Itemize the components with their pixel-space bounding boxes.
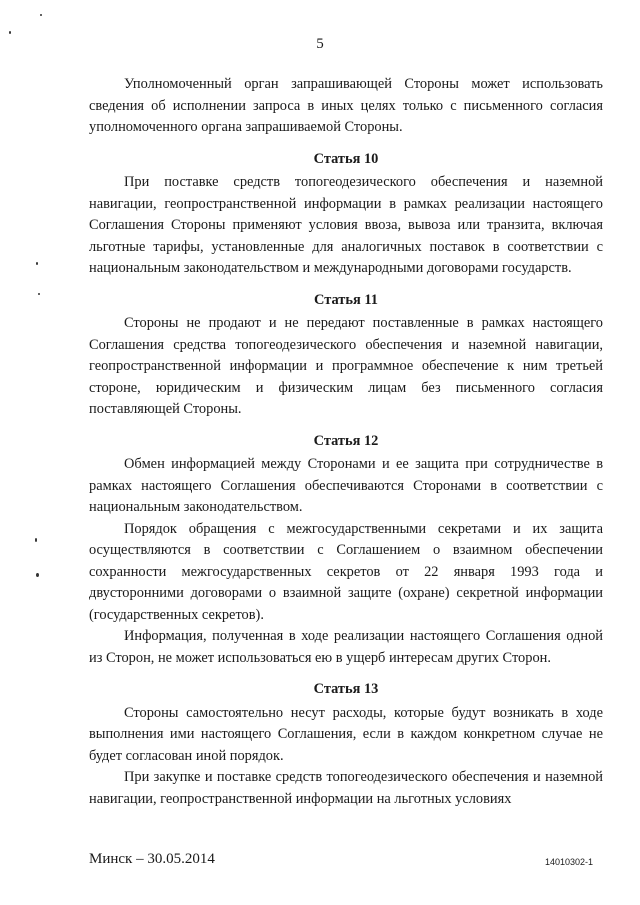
article-heading: Статья 10 xyxy=(313,150,379,167)
scan-speck xyxy=(9,31,11,34)
section-article-10 xyxy=(89,139,603,280)
article-heading: Статья 11 xyxy=(314,291,378,308)
scan-speck xyxy=(40,14,42,16)
footer-doc-code: 14010302-1 xyxy=(545,857,594,867)
section-intro xyxy=(89,74,603,139)
section-article-13 xyxy=(89,669,603,810)
paragraph: Информация, полученная в ходе реализации настоящего Соглашения одной из Сторон, не может использоваться ею в ущерб интересам других Сторон. xyxy=(89,628,603,666)
scan-speck xyxy=(38,293,40,295)
section-article-12 xyxy=(89,421,603,670)
paragraph: Стороны не продают и не передают поставленные в рамках настоящего Соглашения средства топогеодезического обеспечения и наземной навигации, геопространственной информации и программное обеспечение к ним третьей стороне, юридическим и физическим лицам без письменного согласия поставляющей Стороны. xyxy=(89,315,603,417)
paragraph: Порядок обращения с межгосударственными секретами и их защита осуществляются в соответствии с Соглашением о взаимном обеспечении сохранности межгосударственных секретов от 22 января 1993 года и двусторонними договорами о взаимной защите (охране) секретной информации (государственных секретов). xyxy=(89,520,603,623)
page-number: 5 xyxy=(316,36,324,52)
paragraph: Обмен информацией между Сторонами и ее защита при сотрудничестве в рамках настоящего Соглашения обеспечиваются Сторонами в соответствии с национальным законодательством. xyxy=(89,456,603,515)
paragraph: Стороны самостоятельно несут расходы, которые будут возникать в ходе выполнения ими настоящего Соглашения, если в каждом конкретном случае не будет согласован иной порядок. xyxy=(89,704,603,764)
scan-speck xyxy=(36,573,39,577)
scan-speck xyxy=(35,538,37,542)
paragraph: При поставке средств топогеодезического обеспечения и наземной навигации, геопространственной информации в рамках реализации настоящего Соглашения Стороны применяют условия ввоза, вывоза или транзита, включая льготные тарифы, установленные для аналогичных поставок в соответствии с национальным законодательством и международными договорами государств. xyxy=(89,174,603,276)
scan-speck xyxy=(36,262,38,265)
document-body xyxy=(89,74,603,810)
paragraph: При закупке и поставке средств топогеодезического обеспечения и наземной навигации, геопространственной информации на льготных условиях xyxy=(89,769,603,807)
article-heading: Статья 12 xyxy=(313,432,379,449)
footer-place-date: Минск – 30.05.2014 xyxy=(89,851,215,867)
paragraph: Уполномоченный орган запрашивающей Стороны может использовать сведения об исполнении запроса в иных целях только с письменного согласия уполномоченного органа запрашиваемой Стороны. xyxy=(89,76,603,135)
article-heading: Статья 13 xyxy=(313,681,379,697)
section-article-11 xyxy=(89,280,603,421)
